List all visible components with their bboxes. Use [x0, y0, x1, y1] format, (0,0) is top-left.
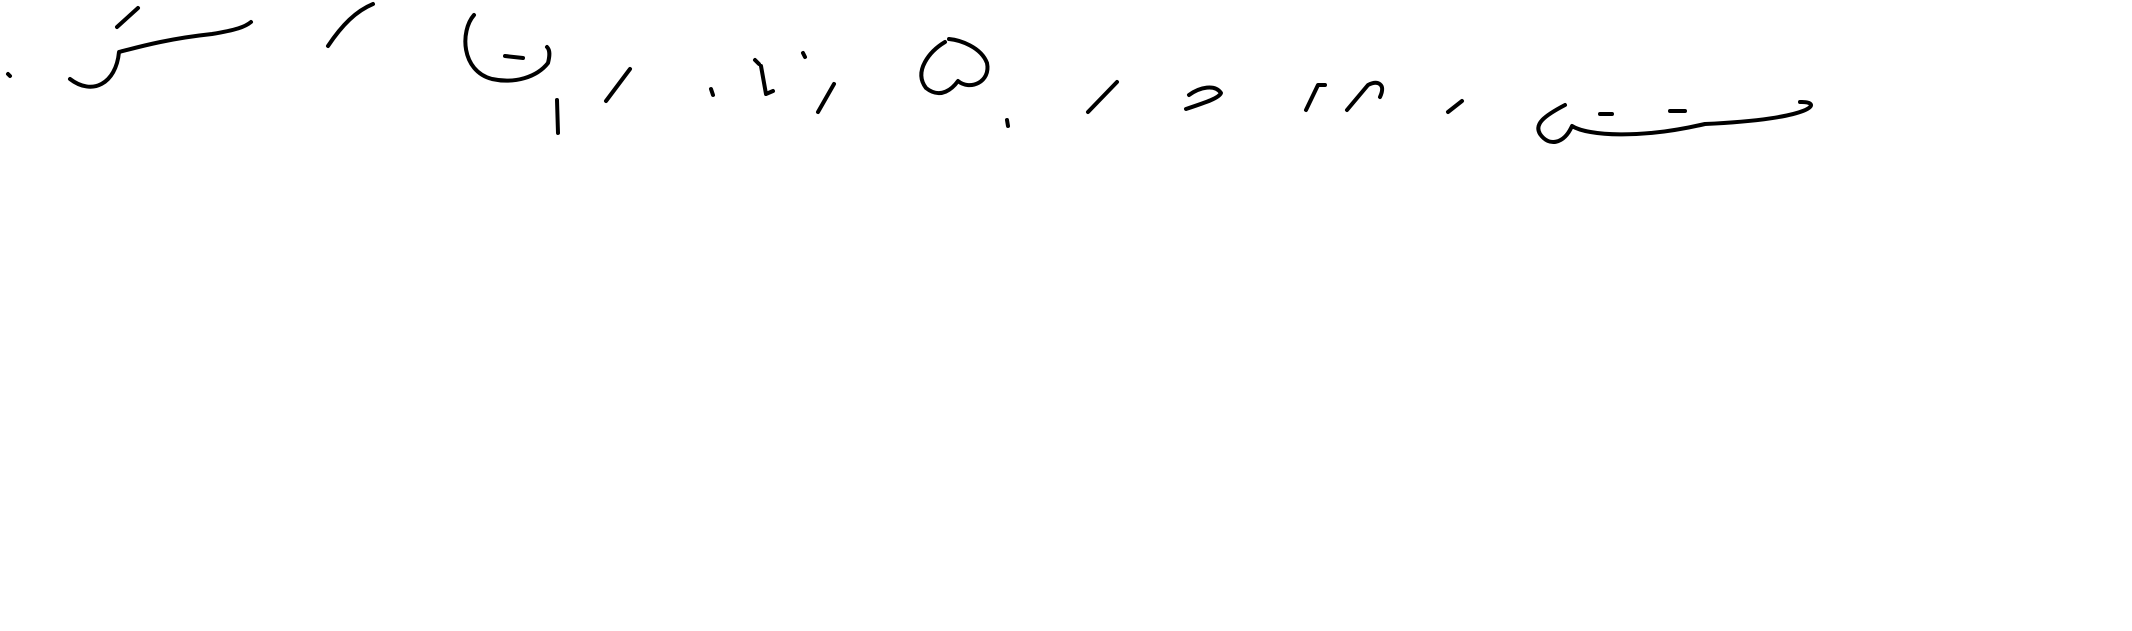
- handwritten-dot-2: [505, 56, 523, 58]
- handwritten-stroke-3: [328, 4, 373, 46]
- handwritten-stroke-13: [1347, 83, 1382, 110]
- handwritten-stroke-7: [761, 66, 773, 94]
- handwritten-dot-1: [8, 74, 10, 76]
- handwritten-dot-5: [803, 53, 805, 57]
- handwritten-stroke-6: [711, 89, 713, 95]
- handwritten-stroke-9: [921, 39, 987, 93]
- handwritten-dot-3: [557, 100, 558, 133]
- handwritten-stroke-5: [606, 69, 630, 101]
- handwritten-stroke-14: [1448, 101, 1462, 112]
- handwritten-stroke-1: [70, 22, 251, 87]
- handwritten-stroke-11: [1186, 87, 1221, 109]
- handwritten-dot-4: [755, 60, 759, 64]
- handwritten-stroke-2: [117, 8, 138, 27]
- handwritten-stroke-12: [1306, 85, 1325, 110]
- handwritten-stroke-15: [1538, 102, 1811, 142]
- handwritten-stroke-10: [1088, 82, 1117, 112]
- handwritten-stroke-4: [465, 15, 549, 81]
- handwritten-dot-6: [1007, 120, 1008, 126]
- handwritten-stroke-8: [818, 84, 834, 112]
